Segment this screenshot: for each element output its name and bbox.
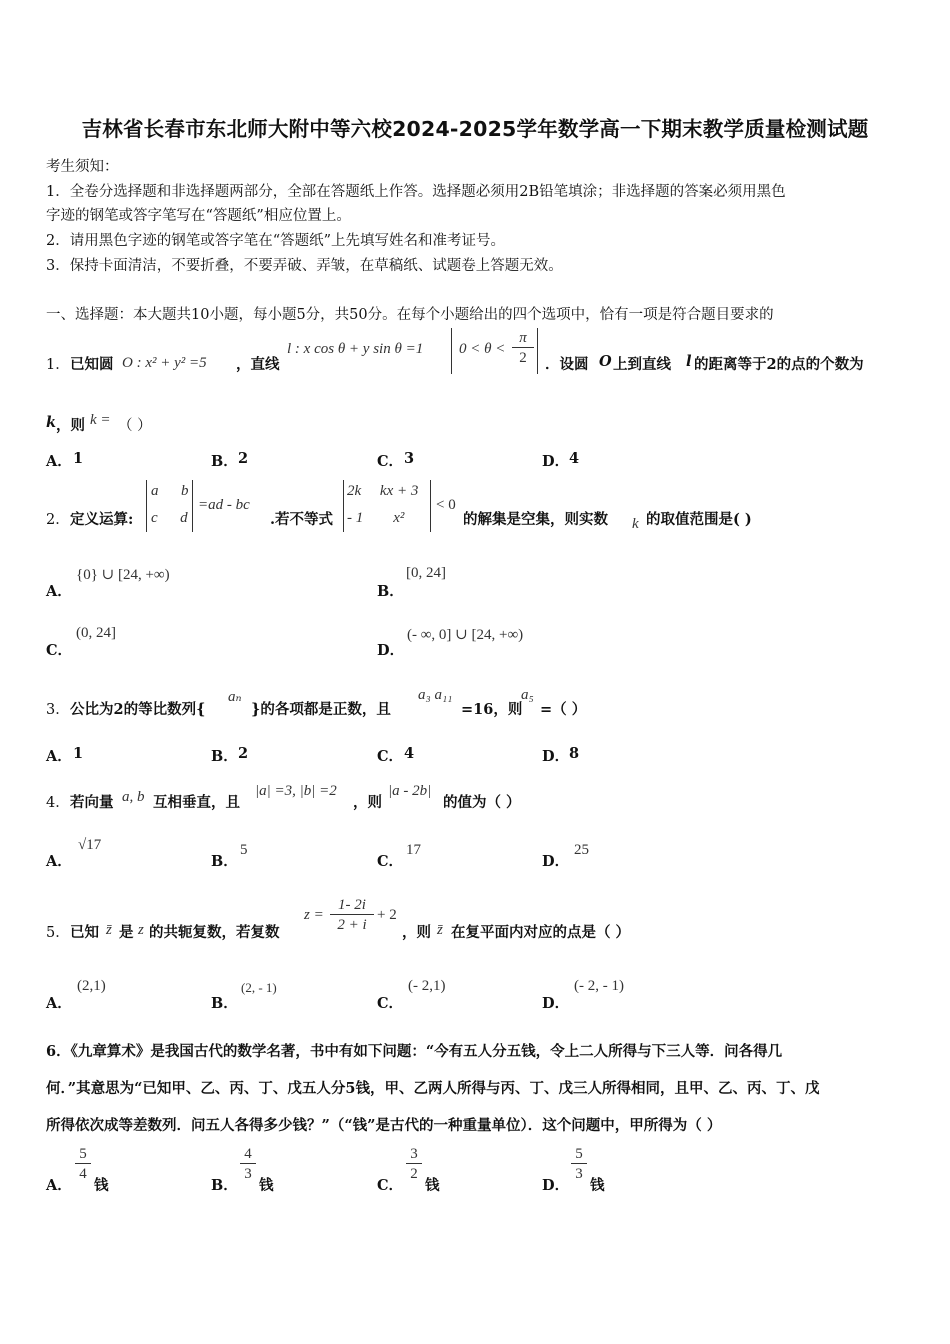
q5-plus-2: + 2 (377, 907, 397, 923)
q2-text-1: 定义运算: (70, 511, 134, 528)
q3-option-a-label[interactable]: A． (46, 748, 72, 765)
q2-less-than-zero: < 0 (436, 497, 456, 513)
q1-paren-left (451, 328, 452, 374)
q5-text-4: ，则 (402, 924, 431, 941)
q5-fraction-numerator: 1- 2i (330, 896, 374, 915)
q6-option-b-label[interactable]: B． (211, 1177, 238, 1194)
q2-det1-row2: c d (151, 510, 188, 526)
q1-text-2: ，直线 (236, 356, 280, 373)
q4-option-a[interactable]: √17 (78, 837, 102, 853)
q6-option-a-unit: 钱 (94, 1177, 109, 1194)
q5-option-c-label[interactable]: C． (377, 995, 404, 1012)
q6-option-a-denominator: 4 (79, 1166, 87, 1182)
q2-text-3: 的解集是空集，则实数 (463, 511, 608, 528)
q2-option-a[interactable]: {0} ∪ [24, +∞) (76, 567, 170, 583)
q4-vectors: a, b (122, 789, 145, 805)
q2-option-a-label[interactable]: A． (46, 583, 72, 600)
q6-line-2: 何．”其意思为“已知甲、乙、丙、丁、戊五人分5钱，甲、乙两人所得与丙、丁、戊三人所得相同，且甲、乙、丙、丁、戊 (46, 1080, 820, 1097)
page-title: 吉林省长春市东北师大附中等六校2024-2025学年数学高一下期末教学质量检测试题 (81, 117, 869, 141)
q1-paren-right (537, 328, 538, 374)
q6-option-d-unit: 钱 (590, 1177, 605, 1194)
q5-zbar-2: z̄ (437, 922, 443, 938)
q5-option-b[interactable]: (2, - 1) (241, 980, 277, 995)
q1-option-d-label[interactable]: D． (542, 453, 570, 470)
q6-option-c-denominator: 2 (410, 1166, 418, 1182)
q2-option-d-label[interactable]: D． (377, 642, 405, 659)
q2-number: 2． (46, 512, 70, 528)
q3-option-d[interactable]: 8 (569, 745, 580, 762)
q4-number: 4． (46, 795, 70, 811)
q6-line-3: 所得依次成等差数列．问五人各得多少钱？”（“钱”是古代的一种重量单位）．这个问题中，甲所得为（ ） (46, 1117, 722, 1134)
q2-det2-row1: 2k kx + 3 (347, 483, 419, 499)
q1-two: 2 (519, 350, 527, 366)
q6-option-d-denominator: 3 (575, 1166, 583, 1182)
q2-det-definition: =ad - bc (198, 497, 250, 513)
q1-line-eq: l : x cos θ + y sin θ =1 (287, 341, 424, 357)
q1-l: l (686, 353, 692, 370)
q1-option-a[interactable]: 1 (73, 450, 84, 467)
q6-option-a-label[interactable]: A． (46, 1177, 72, 1194)
q2-det1-row1: a b (151, 483, 189, 499)
q1-text-4: 上到直线 (613, 356, 671, 373)
q5-option-b-label[interactable]: B． (211, 995, 238, 1012)
q3-option-b-label[interactable]: B． (211, 748, 238, 765)
q2-det2-left (343, 480, 344, 532)
q4-text-4: 的值为（ ） (443, 794, 521, 811)
q1-theta-range: 0 < θ < (459, 341, 506, 357)
q6-option-b-numerator: 4 (240, 1145, 256, 1164)
q6-option-b-denominator: 3 (244, 1166, 252, 1182)
q3-a5: a₅ (521, 687, 534, 703)
q3-number: 3． (46, 702, 70, 718)
section-heading: 一、选择题：本大题共10小题，每小题5分，共50分。在每个小题给出的四个选项中，恰有一项是符合题目要求的 (46, 307, 774, 323)
q5-zbar: z̄ (106, 922, 112, 938)
q3-a3-a11: a₃ a₁₁ (418, 687, 453, 703)
q3-option-d-label[interactable]: D． (542, 748, 570, 765)
q4-option-b-label[interactable]: B． (211, 853, 238, 870)
q6-option-d-fraction[interactable] (571, 1145, 587, 1184)
q3-option-b[interactable]: 2 (238, 745, 249, 762)
q1-k: k (46, 414, 57, 431)
q1-pi: π (512, 329, 534, 348)
q6-option-a-numerator: 5 (75, 1145, 91, 1164)
q2-option-b[interactable]: [0, 24] (406, 565, 446, 581)
q6-option-c-unit: 钱 (425, 1177, 440, 1194)
q1-option-b[interactable]: 2 (238, 450, 249, 467)
q4-text-1: 若向量 (70, 794, 114, 811)
notice-item-1a: 1．全卷分选择题和非选择题两部分，全部在答题纸上作答。选择题必须用2B铅笔填涂；非选择题的答案必须用黑色 (46, 184, 786, 200)
q2-option-c[interactable]: (0, 24] (76, 625, 116, 641)
q4-option-c[interactable]: 17 (406, 842, 421, 858)
q2-option-b-label[interactable]: B． (377, 583, 404, 600)
q1-number: 1． (46, 357, 70, 373)
q5-fraction-denominator: 2 + i (337, 917, 367, 933)
q1-option-b-label[interactable]: B． (211, 453, 238, 470)
q6-option-a-fraction[interactable] (75, 1145, 91, 1184)
q1-blank: （ ） (118, 418, 152, 434)
q3-an: aₙ (228, 689, 242, 705)
q5-option-c[interactable]: (- 2,1) (408, 978, 446, 994)
q2-det1-right (192, 480, 193, 532)
q1-circle-eq: O : x² + y² =5 (122, 355, 207, 371)
q4-option-a-label[interactable]: A． (46, 853, 72, 870)
q6-option-d-numerator: 5 (571, 1145, 587, 1164)
q6-option-d-label[interactable]: D． (542, 1177, 570, 1194)
q6-line-1: 6．《九章算术》是我国古代的数学名著，书中有如下问题：“今有五人分五钱，令上二人所得与下三人等．问各得几 (46, 1043, 783, 1060)
q1-text-3: ．设圆 (545, 356, 589, 373)
q5-option-a[interactable]: (2,1) (77, 978, 106, 994)
q2-text-2: .若不等式 (270, 511, 334, 528)
q1-text-5: 的距离等于2的点的个数为 (694, 356, 864, 373)
q3-text-1: 公比为2的等比数列{ (70, 701, 206, 718)
notice-heading: 考生须知： (46, 159, 119, 175)
q4-option-d[interactable]: 25 (574, 842, 589, 858)
q5-text-5: 在复平面内对应的点是（ ） (451, 924, 631, 941)
q5-number: 5． (46, 925, 70, 941)
notice-item-2: 2．请用黑色字迹的钢笔或答字笔在“答题纸”上先填写姓名和准考证号。 (46, 233, 506, 249)
q3-option-c-label[interactable]: C． (377, 748, 404, 765)
q6-option-b-fraction[interactable] (240, 1145, 256, 1184)
q4-condition: |a| =3, |b| =2 (255, 783, 337, 799)
q1-option-c-label[interactable]: C． (377, 453, 404, 470)
q1-text-6: ，则 (56, 417, 85, 434)
q5-text-3: 的共轭复数，若复数 (149, 924, 280, 941)
q1-O: O (599, 353, 612, 370)
q2-det2-row2: - 1 x² (347, 510, 405, 526)
q1-option-d[interactable]: 4 (569, 450, 580, 467)
q5-option-d-label[interactable]: D． (542, 995, 570, 1012)
notice-item-1b: 字迹的钢笔或答字笔写在“答题纸”相应位置上。 (46, 208, 351, 224)
q5-text-2: 是 (119, 924, 134, 941)
q4-option-c-label[interactable]: C． (377, 853, 404, 870)
q2-k: k (632, 516, 639, 532)
q6-option-c-label[interactable]: C． (377, 1177, 404, 1194)
q5-z: z (138, 922, 144, 938)
q5-z-eq: z = (304, 907, 324, 923)
q2-det1-left (146, 480, 147, 532)
q1-k-eq: k = (90, 412, 111, 428)
q4-option-b[interactable]: 5 (240, 842, 248, 858)
notice-item-3: 3．保持卡面清洁，不要折叠，不要弄破、弄皱，在草稿纸、试题卷上答题无效。 (46, 258, 563, 274)
q4-expression: |a - 2b| (388, 783, 432, 799)
q2-option-c-label[interactable]: C． (46, 642, 73, 659)
q4-text-2: 互相垂直，且 (153, 794, 240, 811)
q1-option-c[interactable]: 3 (404, 450, 415, 467)
q1-text-1: 已知圆 (70, 356, 114, 373)
q3-text-4: =（ ） (540, 701, 587, 718)
q6-option-c-numerator: 3 (406, 1145, 422, 1164)
q1-pi-over-2 (512, 329, 534, 368)
q4-option-d-label[interactable]: D． (542, 853, 570, 870)
q5-option-a-label[interactable]: A． (46, 995, 72, 1012)
q5-fraction (330, 896, 374, 935)
q2-text-4: 的取值范围是( ) (646, 511, 752, 528)
q3-text-2: }的各项都是正数，且 (251, 701, 391, 718)
q3-text-3: =16，则 (461, 701, 523, 718)
q4-text-3: ，则 (353, 794, 382, 811)
q2-det2-right (430, 480, 431, 532)
q6-option-b-unit: 钱 (259, 1177, 274, 1194)
q3-option-a[interactable]: 1 (73, 745, 84, 762)
q3-option-c[interactable]: 4 (404, 745, 415, 762)
q5-option-d[interactable]: (- 2, - 1) (574, 978, 624, 994)
q5-text-1: 已知 (70, 924, 99, 941)
q2-option-d[interactable]: (- ∞, 0] ∪ [24, +∞) (407, 627, 524, 643)
q1-option-a-label[interactable]: A． (46, 453, 72, 470)
q6-option-c-fraction[interactable] (406, 1145, 422, 1184)
